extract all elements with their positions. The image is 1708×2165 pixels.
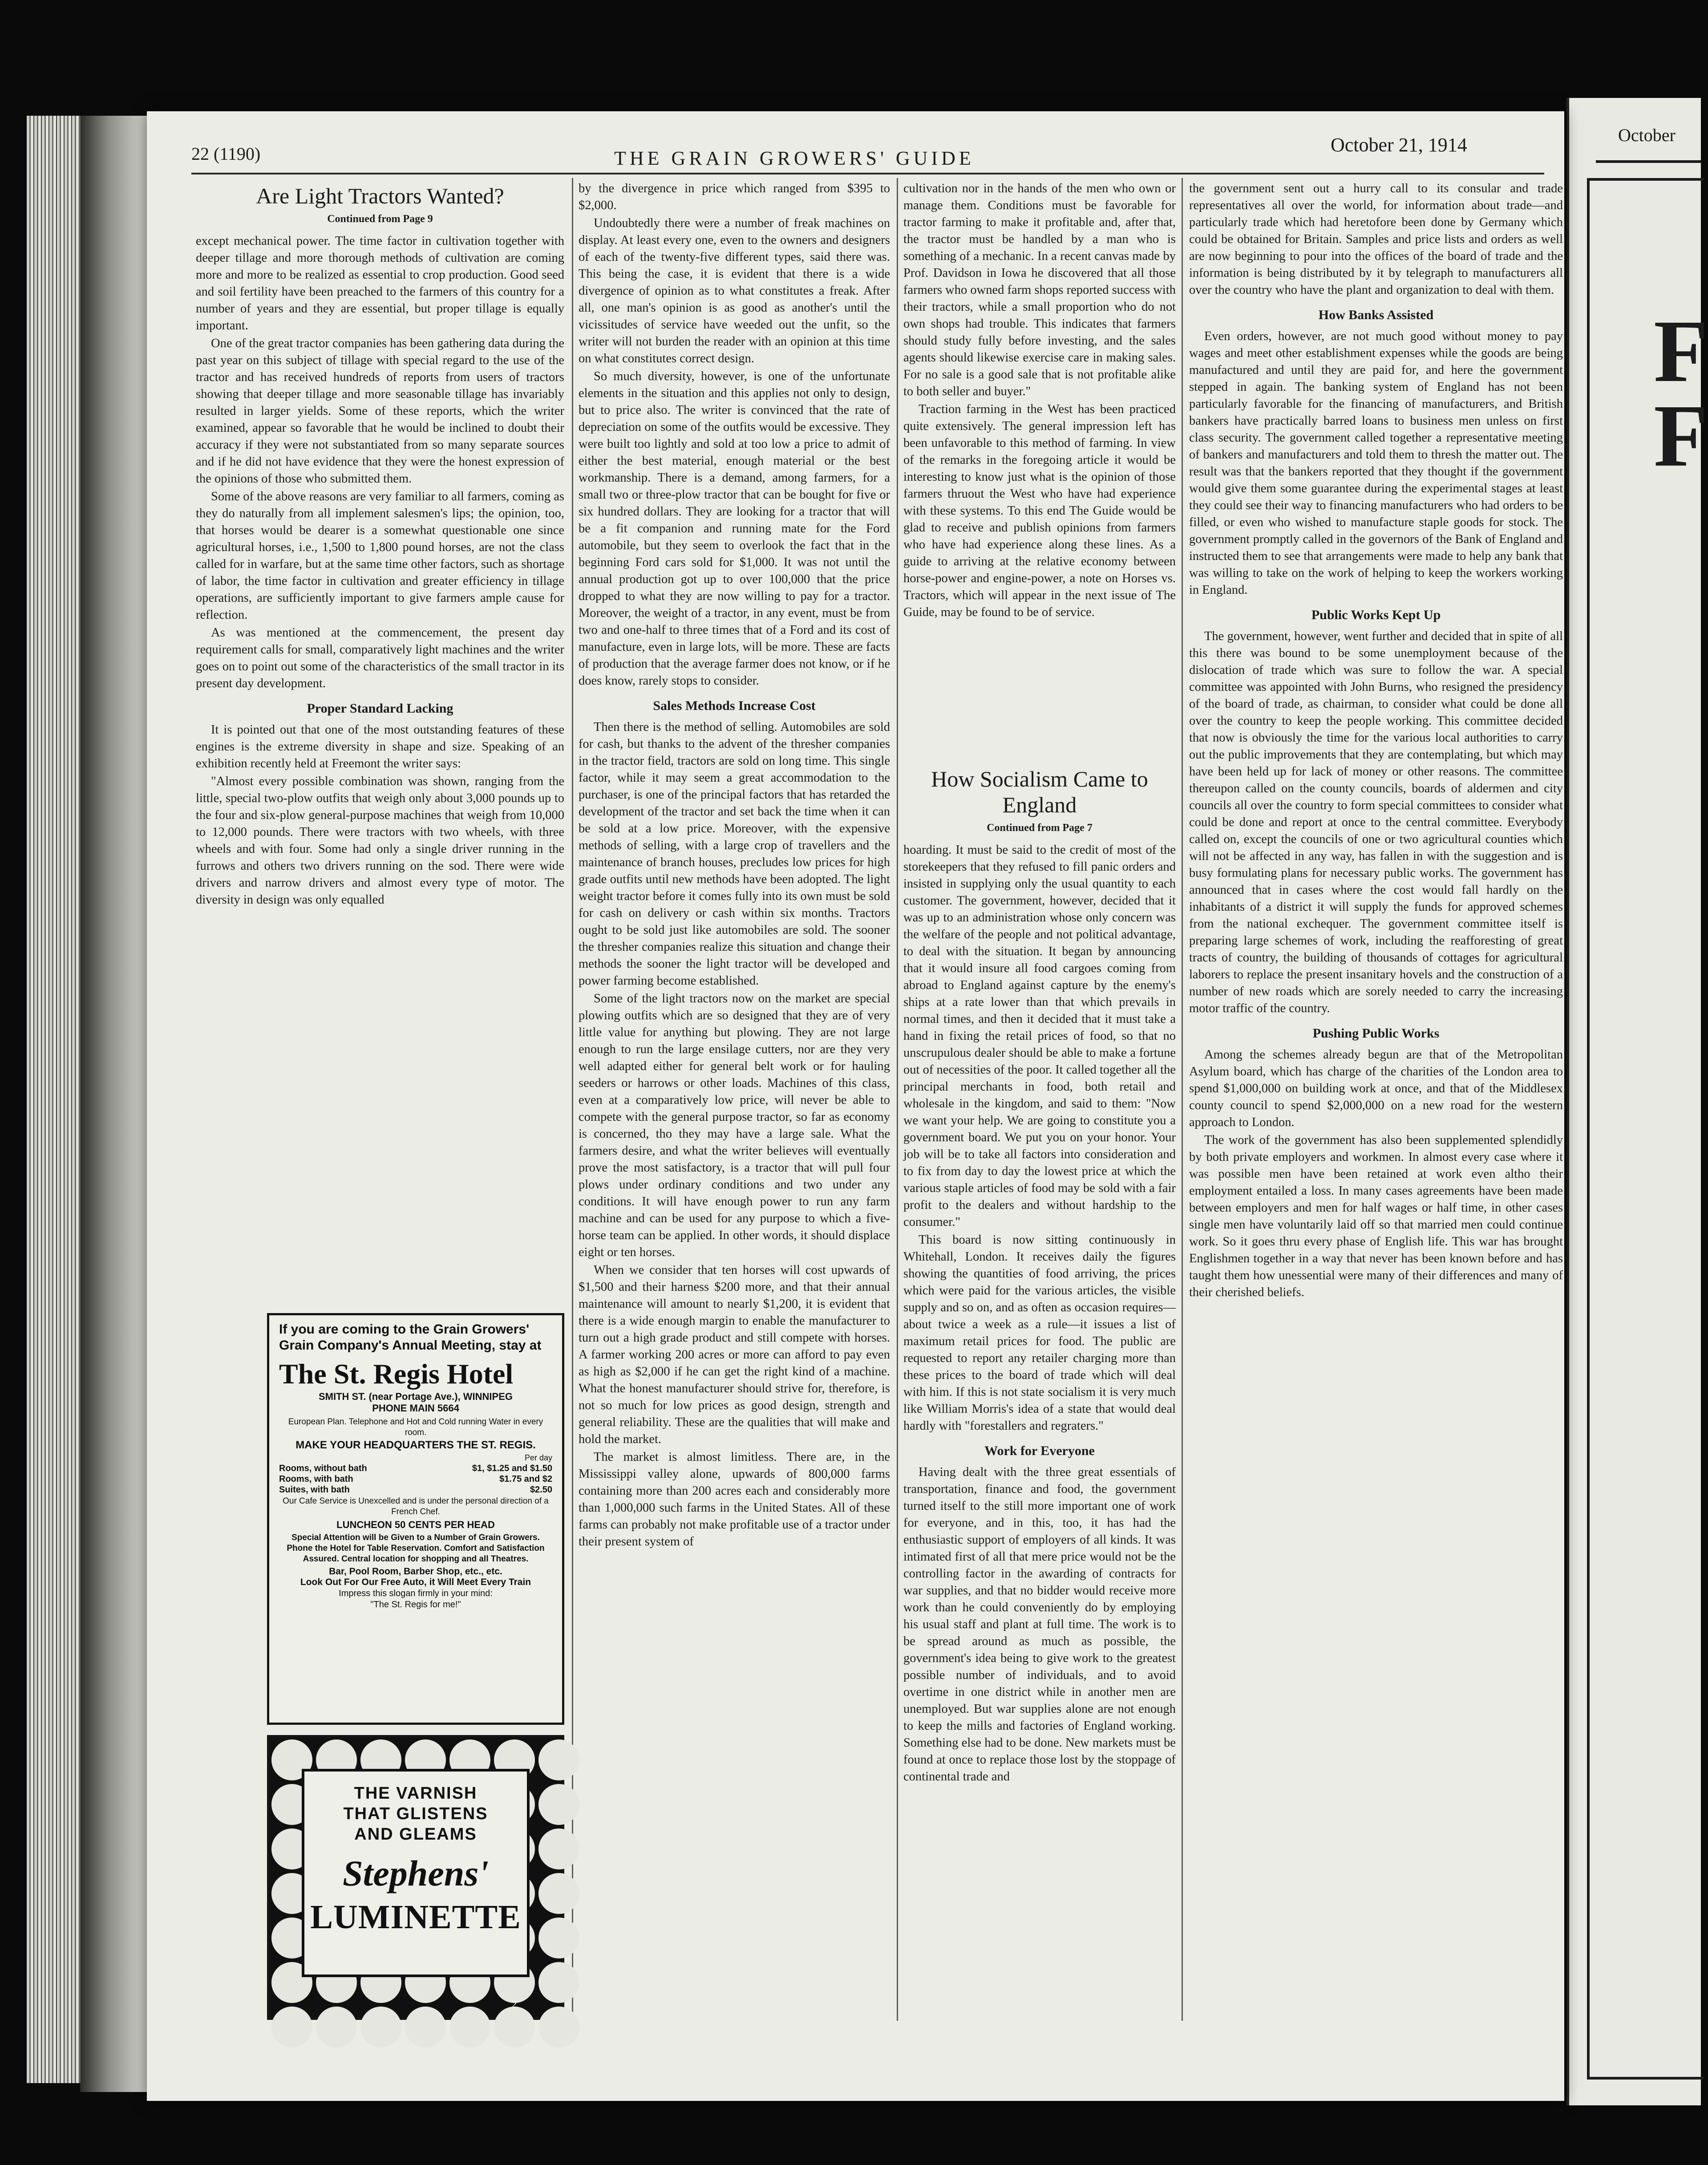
rate-price: $2.50: [530, 1485, 552, 1495]
subheading: How Banks Assisted: [1318, 308, 1434, 322]
special-attention-note: Special Attention will be Given to a Number of Grain Growers. Phone the Hotel for Table Reservation. Comfort and Satisfaction Assured. Central location for shopping and all Theatres.: [287, 1533, 545, 1564]
tagline-line: AND GLEAMS: [354, 1825, 477, 1844]
decorative-circle: [538, 1739, 579, 1780]
page-folio: 22 (1190): [191, 144, 261, 164]
decorative-circle: [538, 1784, 579, 1825]
rate-row: [279, 1474, 552, 1484]
article-headline: How Socialism Came to England: [931, 766, 1148, 817]
journal-title: THE GRAIN GROWERS' GUIDE: [614, 147, 975, 169]
ad-tagline: [304, 1783, 527, 1845]
continued-note: Continued from Page 7: [987, 822, 1093, 834]
decorative-circle: [494, 2007, 535, 2047]
hotel-name: The St. Regis Hotel: [279, 1358, 514, 1390]
decorative-circle: [316, 2007, 357, 2047]
continued-note: Continued from Page 9: [327, 213, 433, 225]
decorative-circle: [405, 2007, 446, 2047]
running-head: [191, 134, 1544, 169]
slogan-intro: Impress this slogan firmly in your mind:: [339, 1589, 493, 1598]
hotel-address: SMITH ST. (near Portage Ave.), WINNIPEG: [319, 1391, 513, 1402]
hotel-phone: PHONE MAIN 5664: [372, 1403, 459, 1414]
paragraph: The market is almost limitless. There are, in the Mississippi valley alone, upwards of 800,000 farms containing more than 200 acres each and considerably more than 1,000,000 such farms in the United States. All of these farms can probably not make profitable use of a tractor under their present system of: [579, 1450, 890, 1549]
decorative-circle: [538, 2007, 579, 2047]
rate-price: $1.75 and $2: [499, 1474, 552, 1484]
paragraph: hoarding. It must be said to the credit of most of the storekeepers that they refused to fill panic orders and insisted in supplying only the usual quantity to each customer. The government, however, decided that it was up to an administration whose only concern was the welfare of the people and not political advantage, to deal with the situation. It began by announcing that it would insure all food cargoes coming from abroad to England against capture by the enemy's ships at a rate lower than that which prevails in normal times, and then it decided that it must take a hand in fixing the retail prices of food, so that no unscrupulous dealer should be able to make a fortune out of necessities of the poor. It called together all the principal merchants in food, both retail and wholesale in the kingdom, and said to them: "Now we want your help. We are going to constitute you a government board. We put you on your honor. Your job will be to take all factors into consideration and to fix from day to day the lowest price at which the various staple articles of food may be sold with a fair profit to the dealers and without hardship to the consumer.": [903, 843, 1176, 1229]
free-auto-line: Look Out For Our Free Auto, it Will Meet Every Train: [300, 1577, 531, 1587]
facing-page-letter-fragment: F: [1654, 302, 1708, 401]
paragraph: The government, however, went further and decided that in spite of all this there was bound to be some unemployment because of the dislocation of trade which was sure to follow the war. A special committee was appointed with John Burns, who resigned the presidency of the board of trade, as chairman, to consider what could be done all over the country to keep the people working. This committee decided that now is obviously the time for the various local authorities to carry out the public improvements that they are contemplating, but which may have been held up for lack of money or other reasons. The committee thereupon called on the county councils, boards of aldermen and city councils all over the country to form special committees to consider what could be done and report at once to the central committee. Everybody called on, except the councils of one or two agricultural counties which will not be affected in any way, has fallen in with the suggestion and is busy formulating plans for necessary public works. The government has announced that in cases where the cost would fall hardly on the inhabitants of a district it will supply the funds for approved schemes from the national exchequer. The government committee itself is preparing large schemes of work, including the reafforesting of great tracts of country, the building of thousands of cottages for agricultural laborers to replace the present insanitary hovels and the construction of a number of new roads which are sorely needed to carry the increasing motor traffic of the country.: [1189, 629, 1563, 1015]
paragraph: cultivation nor in the hands of the men who own or manage them. Conditions must be favorable for tractor farming to make it profitable and, after that, the tractor must be handled by a man who is something of a mechanic. In a recent canvas made by Prof. Davidson in Iowa he discovered that all those farmers who owned farm shops reported success with their tractors, while a small proportion who do not own shops had trouble. This indicates that farmers should study fully before investing, and the sales agents should likewise exercise care in making sales. For no sale is a good sale that is not profitable alike to both seller and buyer.": [903, 182, 1176, 398]
paragraph: Some of the above reasons are very familiar to all farmers, coming as they do naturally from all implement salesmen's lips; the opinion, too, that horses would be dearer is a somewhat questionable one since agricultural horses, i.e., 1,500 to 1,800 pound horses, are not the class called for in warfare, but at the same time other factors, such as shortage of labor, the time factor in cultivation and greater efficiency in tillage operations, are sufficiently important to give farmers ample cause for reflection.: [196, 490, 564, 622]
paragraph: Traction farming in the West has been practiced quite extensively. The general impression left has been unfavorable to this method of farming. In view of the remarks in the foregoing article it would be interesting to know just what is the opinion of those farmers thruout the West who have had experience with these systems. To this end The Guide would be glad to receive and publish opinions from farmers who have had experience along these lines. As a guide to arriving at the relative economy between horse-power and engine-power, a note on Horses vs. Tractors, which will appear in the next issue of The Guide, may be found to be of service.: [903, 402, 1176, 619]
paragraph: the government sent out a hurry call to its consular and trade representatives all over the world, for information about trade—and particularly trade which had heretofore been done by Germany which could be obtained for Britain. Samples and price lists and orders as well are now beginning to pour into the offices of the board of trade and the information is being distributed by it by telegraph to manufacturers all over the country who have the plant and organization to deal with them.: [1189, 182, 1563, 297]
paragraph: As was mentioned at the commencement, the present day requirement calls for small, comparatively light machines and the writer goes on to point out some of the characteristics of the small tractor in its present day development.: [196, 626, 564, 690]
rate-price: $1, $1.25 and $1.50: [472, 1464, 552, 1473]
paragraph: Even orders, however, are not much good without money to pay wages and meet other establishment expenses while the goods are being manufactured and until they are paid for, and here the government stepped in again. The banking system of England has not been particularly favorable for the financing of manufacturers, and British bankers have practically barred loans to business men unless on first class security. The government called together a representative meeting of bankers and manufacturers and told them to thresh the matter out. The result was that the bankers reported that they thought if the government would give them some guarantee during the experimental stages at least they could see their way to financing manufacturers who had orders to be filled, or even who wished to manufacture staple goods for stock. The government promptly called in the governors of the Bank of England and instructed them to see that arrangements were made to help any bank that was willing to take on the work of helping to keep the workers working in England.: [1189, 329, 1563, 597]
paragraph: It is pointed out that one of the most outstanding features of these engines is the extreme diversity in shape and size. Speaking of an exhibition recently held at Freemont the writer says:: [196, 723, 564, 770]
ad-intro: If you are coming to the Grain Growers' Grain Company's Annual Meeting, stay at: [279, 1322, 542, 1353]
headquarters-line: MAKE YOUR HEADQUARTERS THE ST. REGIS.: [295, 1439, 536, 1451]
paragraph: except mechanical power. The time factor in cultivation together with deeper tillage and more thorough methods of cultivation are coming more and more to be realized as essential to crop production. Good seed and soil fertility have been preached to the farmers of this country for a number of years and they are essential, but proper tillage is equally important.: [196, 234, 564, 332]
column-3-bottom: [903, 763, 1176, 2023]
brand-name: Stephens': [342, 1853, 489, 1893]
facing-page-date: October: [1618, 125, 1676, 145]
cafe-note: Our Cafe Service is Unexcelled and is under the personal direction of a French Chef.: [283, 1496, 549, 1516]
facing-page-letter-fragment: F: [1654, 387, 1708, 485]
product-name: LUMINETTE: [310, 1898, 521, 1936]
stacked-page-edges: [27, 116, 80, 2083]
st-regis-hotel-ad: [267, 1313, 564, 1725]
ad-mark: 2: [511, 1998, 517, 2011]
issue-date: October 21, 1914: [1331, 134, 1467, 156]
luncheon-line: LUNCHEON 50 CENTS PER HEAD: [336, 1519, 495, 1530]
subheading: Proper Standard Lacking: [307, 701, 453, 716]
paragraph: When we consider that ten horses will cost upwards of $1,500 and their harness $200 more, and that their annual maintenance will amount to nearly $1,200, it is evident that there is a wide enough margin to enable the manufacturer to turn out a high grade product and still compete with horses. A farmer working 200 acres or more can afford to pay even as high as $2,000 if he can get the right kind of a machine. What the honest manufacturer should strive for, therefore, is not so much for low prices as good design, strength and general reliability. These are the qualities that will make and hold the market.: [579, 1263, 890, 1446]
decorative-circle: [449, 2007, 490, 2047]
paragraph: One of the great tractor companies has been gathering data during the past year on this subject of tillage with special regard to the use of the tractor and has received hundreds of reports from users of tractors showing that deeper tillage and more seasonable tillage has invariably resulted in larger yields. Some of these reports, which the writer examined, appear so favorable that he would be inclined to doubt their accuracy if they were not substantiated from so many separate sources and if he did not have evidence that they were the honest expression of the opinions of those who submitted them.: [196, 337, 564, 486]
tagline-line: THE VARNISH: [354, 1784, 478, 1803]
rate-label: Suites, with bath: [279, 1485, 350, 1495]
column-1: [196, 180, 564, 1302]
facing-page: [1566, 98, 1708, 2105]
decorative-circle: [271, 2007, 312, 2047]
decorative-circle: [360, 2007, 401, 2047]
subheading: Pushing Public Works: [1312, 1026, 1440, 1041]
luminette-varnish-ad: [267, 1735, 564, 2020]
paragraph: Having dealt with the three great essentials of transportation, finance and food, the government turned itself to the still more important one of work for everyone, and in this, too, it has had the enthusiastic support of employers of all kinds. It was intimated first of all that mere price would not be the controlling factor in the awarding of contracts for war supplies, and that no bidder would receive more work than he could conveniently do by employing his usual staff and plant at full time. The work is to be spread around as much as possible, the government's idea being to give work to the greatest possible number of individuals, and to avoid overtime in one district while in another men are unemployed. But war supplies alone are not enough to keep the mills and factories of England working. Something else had to be done. New markets must be found at once to replace those lost by the stoppage of continental trade and: [903, 1465, 1176, 1784]
rate-row: [279, 1463, 552, 1474]
paragraph: by the divergence in price which ranged from $395 to $2,000.: [579, 182, 890, 212]
facing-page-rule: [1596, 160, 1701, 163]
subheading: Work for Everyone: [984, 1443, 1095, 1458]
paragraph: The work of the government has also been supplemented splendidly by both private employers and workmen. In almost every case where it was possible men have been retained at work even altho their employment entailed a loss. In many cases agreements have been made between employers and men for half wages or half time, in other cases single men have voluntarily laid off so that married men could continue work. So it goes thru every phase of English life. This war has brought Englishmen together in a way that never has been known before and has taught them how unessential were many of their differences and many of their cherished beliefs.: [1189, 1133, 1563, 1299]
amenities-line: Bar, Pool Room, Barber Shop, etc., etc.: [329, 1566, 502, 1577]
paragraph: Then there is the method of selling. Automobiles are sold for cash, but thanks to the advent of the thresher companies in the tractor field, tractors are sold on long time. This single factor, while it may seem a great accommodation to the purchaser, is one of the principal factors that has retarded the development of the tractor and set back the time when it can be sold at a low price. Moreover, with the expensive methods of selling, with a large crop of travellers and the maintenance of branch houses, precludes low prices for high grade outfits until new methods have been adopted. The light weight tractor before it comes fully into its own must be sold for cash on delivery or cash within six months. Tractors ought to be sold just like automobiles are sold. The sooner the thresher companies realize this situation and change their methods the sooner the light tractor will be developed and power farming become established.: [579, 720, 890, 988]
subheading: Public Works Kept Up: [1311, 608, 1441, 622]
paragraph: Undoubtedly there were a number of freak machines on display. At least every one, even to the owners and designers of each of the twenty-five different types, said there was. This being the case, it is evident that there is a wide divergence of opinion as to what constitutes a freak. After all, one man's opinion is as good as another's until the vicissitudes of service have weeded out the unfit, so the writer will not burden the reader with an opinion at this time on what constitutes correct design.: [579, 216, 890, 365]
paragraph: Some of the light tractors now on the market are special plowing outfits which are so designed that they are of very little value for anything but plowing. They are not large enough to run the large ensilage cutters, nor are they very well adapted either for general belt work or for hauling seeders or harrows or other loads. Machines of this class, even at a comparatively low price, will never be able to compete with the general purpose tractor, so far as economy is concerned, tho they may have a large sale. What the farmers desire, and what the writer believes will eventually prove the most satisfactory, is a tractor that will pull four plows under ordinary conditions and two under any conditions. It will have enough power to run any farm machine and can be used for any purpose to which a five-horse team can be applied. In other words, it should displace eight or ten horses.: [579, 992, 890, 1259]
paragraph: Among the schemes already begun are that of the Metropolitan Asylum board, which has charge of the charities of the London area to spend $1,000,000 on building work at once, and that of the Middlesex county council to spend $2,000,000 on a new road for the western approach to London.: [1189, 1048, 1563, 1129]
decorative-circle: [538, 1918, 579, 1958]
paragraph: This board is now sitting continuously in Whitehall, London. It receives daily the figures showing the quantities of food arriving, the prices which were paid for the various articles, the visible supply and so on, and as often as occasion requires—about twice a week as a rule—it issues a list of maximum retail prices for food. The public are requested to report any retailer charging more than these prices to the board of trade which will deal with him. If this is not state socialism it is very much like William Morris's idea of a state that would deal hardly with "forestallers and regraters.": [903, 1233, 1176, 1433]
column-2: [579, 180, 890, 2023]
ad-panel: [302, 1769, 530, 1977]
hotel-plan: European Plan. Telephone and Hot and Cold running Water in every room.: [288, 1417, 543, 1437]
subheading: Sales Methods Increase Cost: [653, 698, 816, 713]
column-3-top: [903, 180, 1176, 754]
rate-label: Rooms, with bath: [279, 1474, 353, 1484]
decorative-circle: [538, 1873, 579, 1914]
column-4: [1189, 180, 1563, 2023]
per-day-label: Per day: [524, 1453, 552, 1462]
rate-row: [279, 1484, 552, 1495]
decorative-circle: [538, 1828, 579, 1869]
article-headline: Are Light Tractors Wanted?: [256, 183, 504, 208]
paragraph: So much diversity, however, is one of the unfortunate elements in the situation and this applies not only to design, but to price also. The writer is convinced that the rate of depreciation on some of the outfits would be excessive. They were built too lightly and sold at too low a price to admit of either the best material, enough material or the best workmanship. There is a demand, among farmers, for a small two or three-plow tractor that can be bought for five or six hundred dollars. They are looking for a tractor that will be a fit companion and running mate for the Ford automobile, but they seem to overlook the fact that in the beginning Ford cars sold for $1,000. It was not until the annual production got up to over 100,000 that the price dropped to what they are now willing to pay for a tractor. Moreover, the weight of a tractor, in any event, must be from two and one-half to three times that of a Ford and its cost of manufacture, even in large lots, will be more. These are facts of production that the average farmer does not know, or if he does know, rarely stops to consider.: [579, 369, 890, 688]
paragraph: "Almost every possible combination was shown, ranging from the little, special two-plow outfits that weigh only about 3,000 pounds up to the four and six-plow general-purpose machines that weigh from 10,000 to 12,000 pounds. There were tractors with two wheels, with three wheels and with four. Some had only a single driver running in the furrows and others two drivers running on the sod. There were wide drivers and narrow drivers and almost every type of motor. The diversity in design was only equalled: [196, 774, 564, 907]
slogan: "The St. Regis for me!": [370, 1600, 461, 1610]
rate-table: [279, 1452, 552, 1495]
column-rule: [897, 178, 898, 2021]
column-rule: [1182, 178, 1183, 2021]
header-rule: [191, 173, 1544, 174]
rate-label: Rooms, without bath: [279, 1464, 367, 1473]
decorative-circle: [538, 1962, 579, 2003]
tagline-line: THAT GLISTENS: [343, 1804, 488, 1823]
